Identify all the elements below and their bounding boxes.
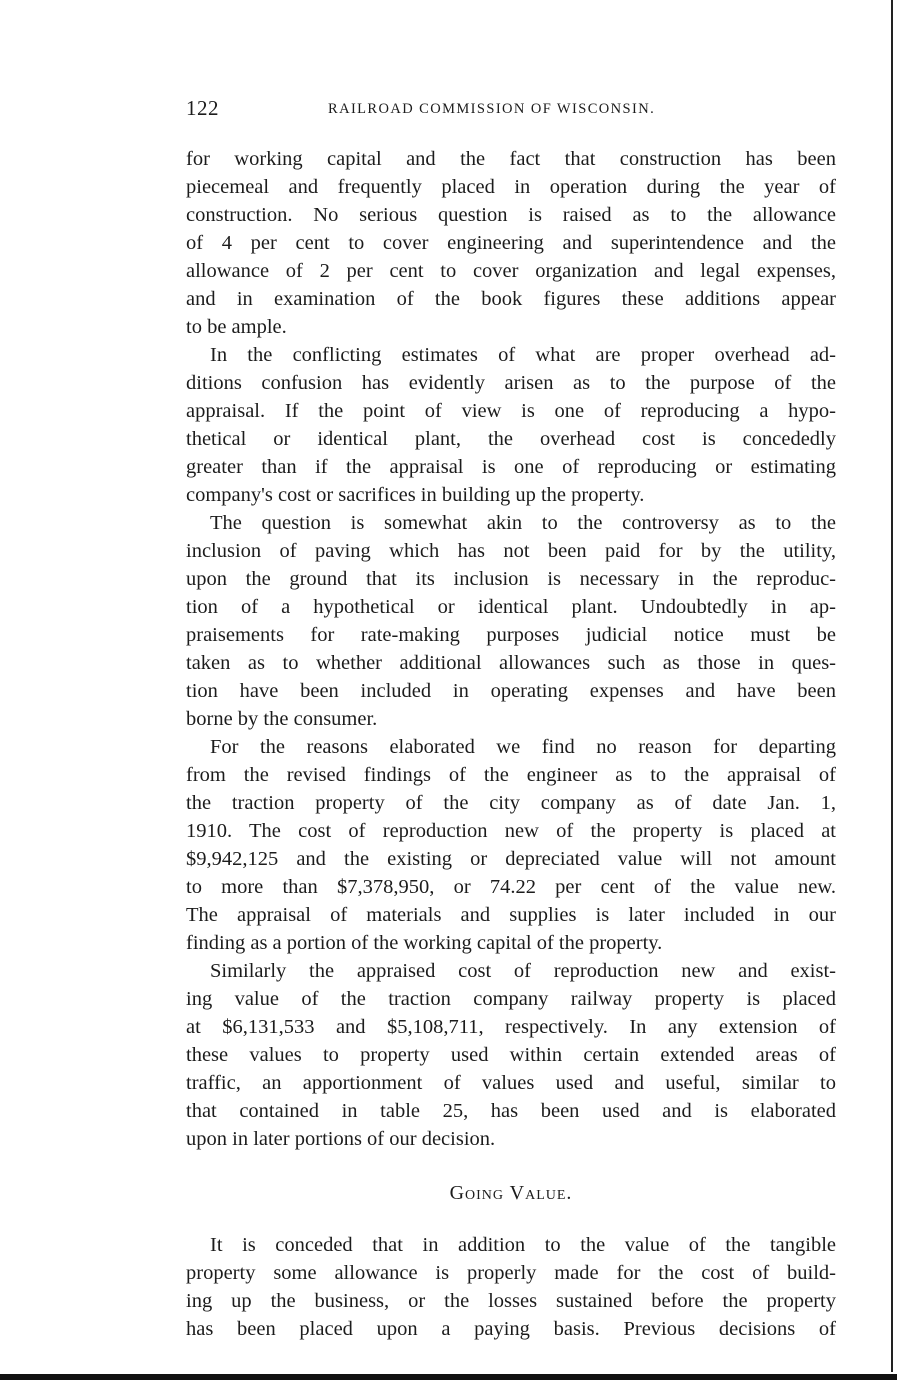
text-line: piecemeal and frequently placed in operation during the year of — [186, 176, 836, 198]
text-line: traffic, an apportionment of values used and useful, similar to — [186, 1072, 836, 1094]
text-line: The appraisal of materials and supplies is later included in our — [186, 904, 836, 926]
text-line: greater than if the appraisal is one of reproducing or estimating — [186, 456, 836, 478]
text-line: The question is somewhat akin to the controversy as to the — [210, 512, 836, 534]
text-line: construction. No serious question is raised as to the allowance — [186, 204, 836, 226]
text-line: company's cost or sacrifices in building up the property. — [186, 484, 645, 506]
text-line: allowance of 2 per cent to cover organization and legal expenses, — [186, 260, 836, 282]
text-line: upon in later portions of our decision. — [186, 1128, 496, 1150]
text-line: inclusion of paving which has not been paid for by the utility, — [186, 540, 836, 562]
running-title: RAILROAD COMMISSION OF WISCONSIN. — [328, 101, 656, 117]
text-line: of 4 per cent to cover engineering and superintendence and the — [186, 232, 836, 254]
paragraph — [186, 341, 836, 509]
page-number: 122 — [186, 96, 219, 120]
text-line: ing value of the traction company railway property is placed — [186, 988, 836, 1010]
text-line: to more than $7,378,950, or 74.22 per cent of the value new. — [186, 876, 836, 898]
text-line: taken as to whether additional allowances such as those in ques- — [186, 652, 836, 674]
text-line: It is conceded that in addition to the value of the tangible — [210, 1234, 836, 1256]
text-line: and in examination of the book figures these additions appear — [186, 288, 836, 310]
text-line: finding as a portion of the working capital of the property. — [186, 932, 663, 954]
text-line: ditions confusion has evidently arisen as to the purpose of the — [186, 372, 836, 394]
text-line: at $6,131,533 and $5,108,711, respectively. In any extension of — [186, 1016, 836, 1038]
text-line: 1910. The cost of reproduction new of the property is placed at — [186, 820, 836, 842]
text-line: ing up the business, or the losses sustained before the property — [186, 1290, 836, 1312]
paragraph — [186, 509, 836, 733]
text-line: from the revised findings of the engineer as to the appraisal of — [186, 764, 836, 786]
body-text — [186, 145, 836, 1343]
paragraph — [186, 957, 836, 1153]
text-line: the traction property of the city company as of date Jan. 1, — [186, 792, 836, 814]
text-line: thetical or identical plant, the overhead cost is concededly — [186, 428, 836, 450]
text-line: Similarly the appraised cost of reproduction new and exist- — [210, 960, 836, 982]
section-heading: Going Value. — [449, 1182, 573, 1204]
paragraph — [186, 145, 836, 341]
page-bottom-edge — [0, 1374, 897, 1380]
page-right-edge — [891, 0, 893, 1372]
text-line: property some allowance is properly made for the cost of build- — [186, 1262, 836, 1284]
text-line: that contained in table 25, has been used and is elaborated — [186, 1100, 836, 1122]
text-line: for working capital and the fact that construction has been — [186, 148, 836, 170]
text-line: these values to property used within certain extended areas of — [186, 1044, 836, 1066]
text-line: $9,942,125 and the existing or depreciated value will not amount — [186, 848, 836, 870]
running-header — [186, 96, 836, 120]
text-line: borne by the consumer. — [186, 708, 378, 730]
text-line: appraisal. If the point of view is one of reproducing a hypo- — [186, 400, 836, 422]
text-line: tion of a hypothetical or identical plant. Undoubtedly in ap- — [186, 596, 836, 618]
paragraph — [186, 733, 836, 957]
text-line: praisements for rate-making purposes judicial notice must be — [186, 624, 836, 646]
text-line: For the reasons elaborated we find no reason for departing — [210, 736, 836, 758]
text-line: upon the ground that its inclusion is necessary in the reproduc- — [186, 568, 836, 590]
text-line: In the conflicting estimates of what are proper overhead ad- — [210, 344, 836, 366]
text-line: has been placed upon a paying basis. Previous decisions of — [186, 1318, 836, 1340]
paragraph — [186, 1231, 836, 1343]
text-line: to be ample. — [186, 316, 287, 338]
text-line: tion have been included in operating expenses and have been — [186, 680, 836, 702]
